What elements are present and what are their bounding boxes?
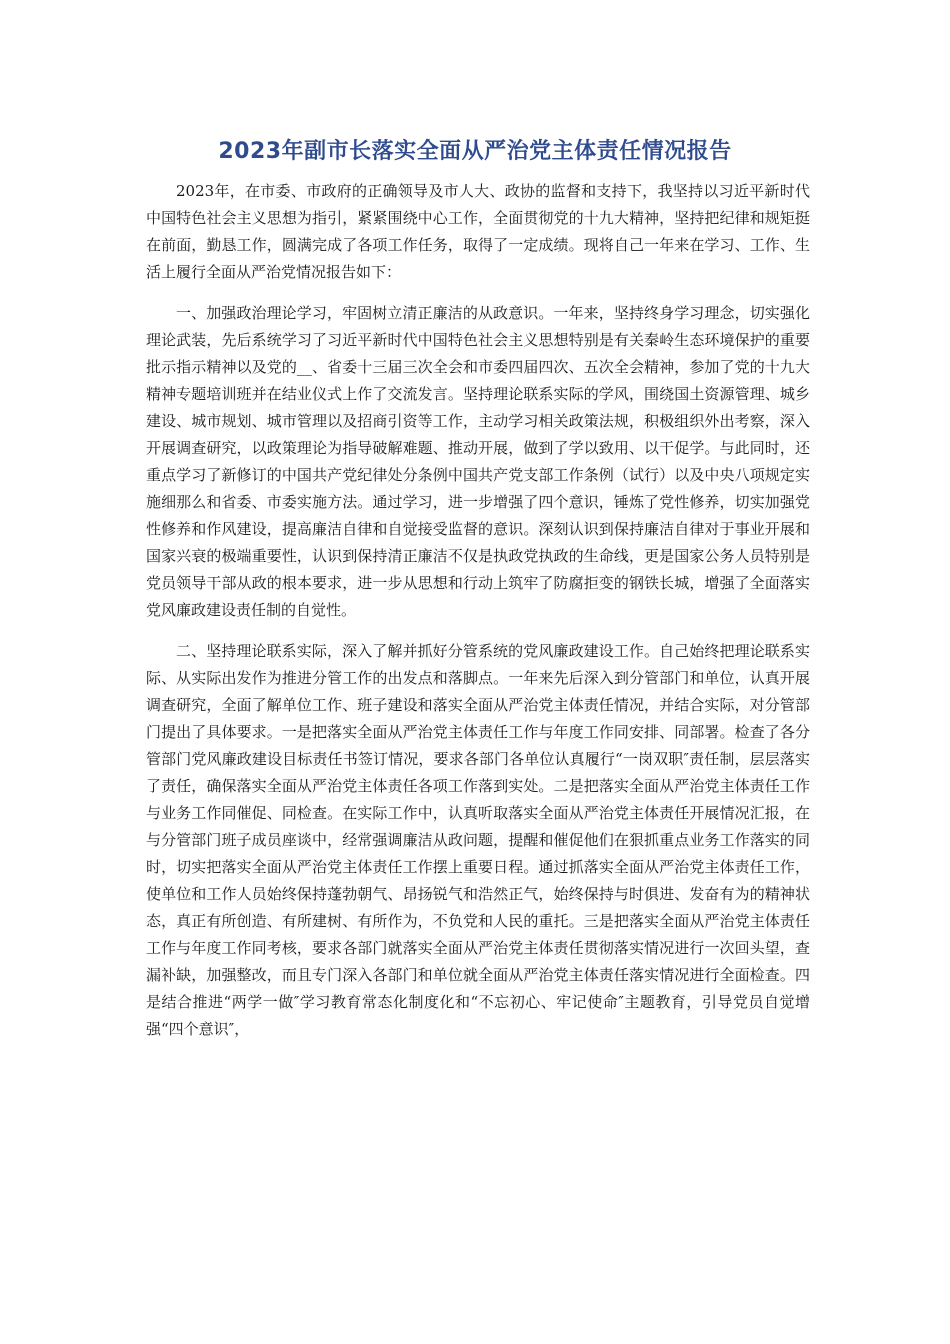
document-body: [146, 178, 810, 1043]
paragraph-section-2: 二、坚持理论联系实际，深入了解并抓好分管系统的党风廉政建设工作。自己始终把理论联系实际、从实际出发作为推进分管工作的出发点和落脚点。一年来先后深入到分管部门和单位，认真开展调查研究，全面了解单位工作、班子建设和落实全面从严治党主体责任情况，并结合实际，对分管部门提出了具体要求。一是把落实全面从严治党主体责任工作与年度工作同安排、同部署。检查了各分管部门党风廉政建设目标责任书签订情况，要求各部门各单位认真履行“一岗双职″责任制，层层落实了责任，确保落实全面从严治党主体责任各项工作落到实处。二是把落实全面从严治党主体责任工作与业务工作同催促、同检查。在实际工作中，认真听取落实全面从严治党主体责任开展情况汇报，在与分管部门班子成员座谈中，经常强调廉洁从政问题，提醒和催促他们在狠抓重点业务工作落实的同时，切实把落实全面从严治党主体责任工作摆上重要日程。通过抓落实全面从严治党主体责任工作，使单位和工作人员始终保持蓬勃朝气、昂扬锐气和浩然正气，始终保持与时俱进、发奋有为的精神状态，真正有所创造、有所建树、有所作为，不负党和人民的重托。三是把落实全面从严治党主体责任工作与年度工作同考核，要求各部门就落实全面从严治党主体责任贯彻落实情况进行一次回头望，查漏补缺，加强整改，而且专门深入各部门和单位就全面从严治党主体责任落实情况进行全面检查。四是结合推进“两学一做″学习教育常态化制度化和“不忘初心、牢记使命″主题教育，引导党员自觉增强“四个意识″，: [146, 642, 810, 1038]
paragraph-intro: 2023年，在市委、市政府的正确领导及市人大、政协的监督和支持下，我坚持以习近平新时代中国特色社会主义思想为指引，紧紧围绕中心工作，全面贯彻党的十九大精神，坚持把纪律和规矩挺在前面，勤恳工作，圆满完成了各项工作任务，取得了一定成绩。现将自己一年来在学习、工作、生活上履行全面从严治党情况报告如下：: [146, 182, 810, 281]
document-title: 2023年副市长落实全面从严治党主体责任情况报告: [218, 139, 732, 164]
paragraph-section-1: 一、加强政治理论学习，牢固树立清正廉洁的从政意识。一年来，坚持终身学习理念，切实强化理论武装，先后系统学习了习近平新时代中国特色社会主义思想特别是有关秦岭生态环境保护的重要批示指示精神以及党的__、省委十三届三次全会和市委四届四次、五次全会精神，参加了党的十九大精神专题培训班并在结业仪式上作了交流发言。坚持理论联系实际的学风，围绕国土资源管理、城乡建设、城市规划、城市管理以及招商引资等工作，主动学习相关政策法规，积极组织外出考察，深入开展调查研究，以政策理论为指导破解难题、推动开展，做到了学以致用、以干促学。与此同时，还重点学习了新修订的中国共产党纪律处分条例中国共产党支部工作条例（试行）以及中央八项规定实施细那么和省委、市委实施方法。通过学习，进一步增强了四个意识，锤炼了党性修养，切实加强党性修养和作风建设，提高廉洁自律和自觉接受监督的意识。深刻认识到保持廉洁自律对于事业开展和国家兴衰的极端重要性，认识到保持清正廉洁不仅是执政党执政的生命线，更是国家公务人员特别是党员领导干部从政的根本要求，进一步从思想和行动上筑牢了防腐拒变的钢铁长城，增强了全面落实党风廉政建设责任制的自觉性。: [146, 304, 810, 619]
